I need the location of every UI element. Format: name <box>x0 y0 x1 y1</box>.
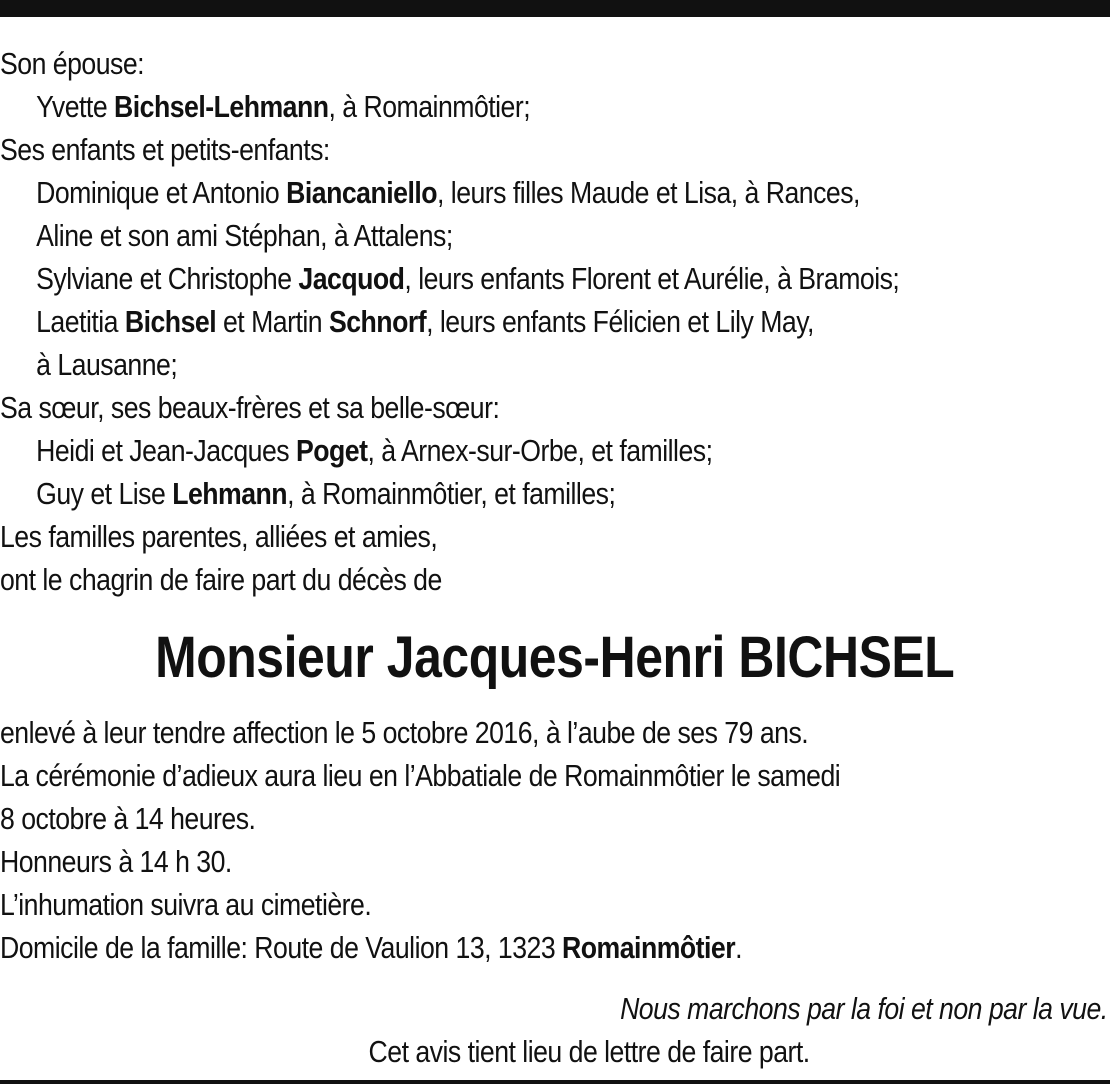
child1-first: Dominique et Antonio <box>36 175 287 210</box>
spouse-heading: Son épouse: <box>0 46 145 81</box>
announce-line: ont le chagrin de faire part du décès de <box>0 562 442 597</box>
ceremony-line: La cérémonie d’adieux aura lieu en l’Abbatiale de Romainmôtier le samedi <box>0 758 841 793</box>
domicile-line <box>0 926 1109 969</box>
child3-surname2: Schnorf <box>328 304 427 339</box>
motto: Nous marchons par la foi et non par la vue. <box>620 991 1108 1026</box>
spouse-line <box>0 85 1109 128</box>
child3-cont-line: à Lausanne; <box>36 347 178 382</box>
burial-line: L’inhumation suivra au cimetière. <box>0 887 372 922</box>
families-line: Les familles parentes, alliées et amies, <box>0 519 438 554</box>
spouse-first: Yvette <box>36 89 115 124</box>
bottom-rule <box>0 1080 1110 1084</box>
child1-rest: , leurs filles Maude et Lisa, à Rances, <box>437 175 860 210</box>
sibling1-first: Heidi et Jean-Jacques <box>36 433 296 468</box>
sibling2-surname: Lehmann <box>172 476 288 511</box>
sibling2-rest: , à Romainmôtier, et familles; <box>287 476 616 511</box>
footer-note: Cet avis tient lieu de lettre de faire part. <box>368 1034 810 1069</box>
domicile-town: Romainmôtier <box>562 930 736 965</box>
sibling1-surname: Poget <box>295 433 368 468</box>
siblings-heading: Sa sœur, ses beaux-frères et sa belle-sœur: <box>0 390 500 425</box>
sibling1-rest: , à Arnex-sur-Orbe, et familles; <box>367 433 713 468</box>
sibling2-first: Guy et Lise <box>36 476 173 511</box>
child1-line <box>0 171 1109 214</box>
children-heading: Ses enfants et petits-enfants: <box>0 132 330 167</box>
deceased-name: Monsieur Jacques-Henri BICHSEL <box>155 625 955 690</box>
domicile-end: . <box>735 930 742 965</box>
domicile-text: Domicile de la famille: Route de Vaulion 13, 1323 <box>0 930 563 965</box>
child1-cont-line: Aline et son ami Stéphan, à Attalens; <box>36 218 453 253</box>
child2-first: Sylviane et Christophe <box>36 261 299 296</box>
child3-first: Laetitia <box>36 304 125 339</box>
obituary-notice <box>0 42 1109 1073</box>
child2-rest: , leurs enfants Florent et Aurélie, à Bramois; <box>404 261 900 296</box>
sibling1-line <box>0 429 1109 472</box>
child2-surname: Jacquod <box>298 261 405 296</box>
spouse-rest: , à Romainmôtier; <box>328 89 531 124</box>
passing-line: enlevé à leur tendre affection le 5 octobre 2016, à l’aube de ses 79 ans. <box>0 715 809 750</box>
child3-line <box>0 300 1109 343</box>
child3-surname1: Bichsel <box>124 304 217 339</box>
child3-mid: et Martin <box>216 304 329 339</box>
child2-line <box>0 257 1109 300</box>
top-rule <box>0 0 1110 17</box>
spouse-surname: Bichsel-Lehmann <box>114 89 329 124</box>
child1-surname: Biancaniello <box>286 175 438 210</box>
sibling2-line <box>0 472 1109 515</box>
honours-line: Honneurs à 14 h 30. <box>0 844 232 879</box>
child3-rest: , leurs enfants Félicien et Lily May, <box>426 304 814 339</box>
ceremony-cont-line: 8 octobre à 14 heures. <box>0 801 256 836</box>
